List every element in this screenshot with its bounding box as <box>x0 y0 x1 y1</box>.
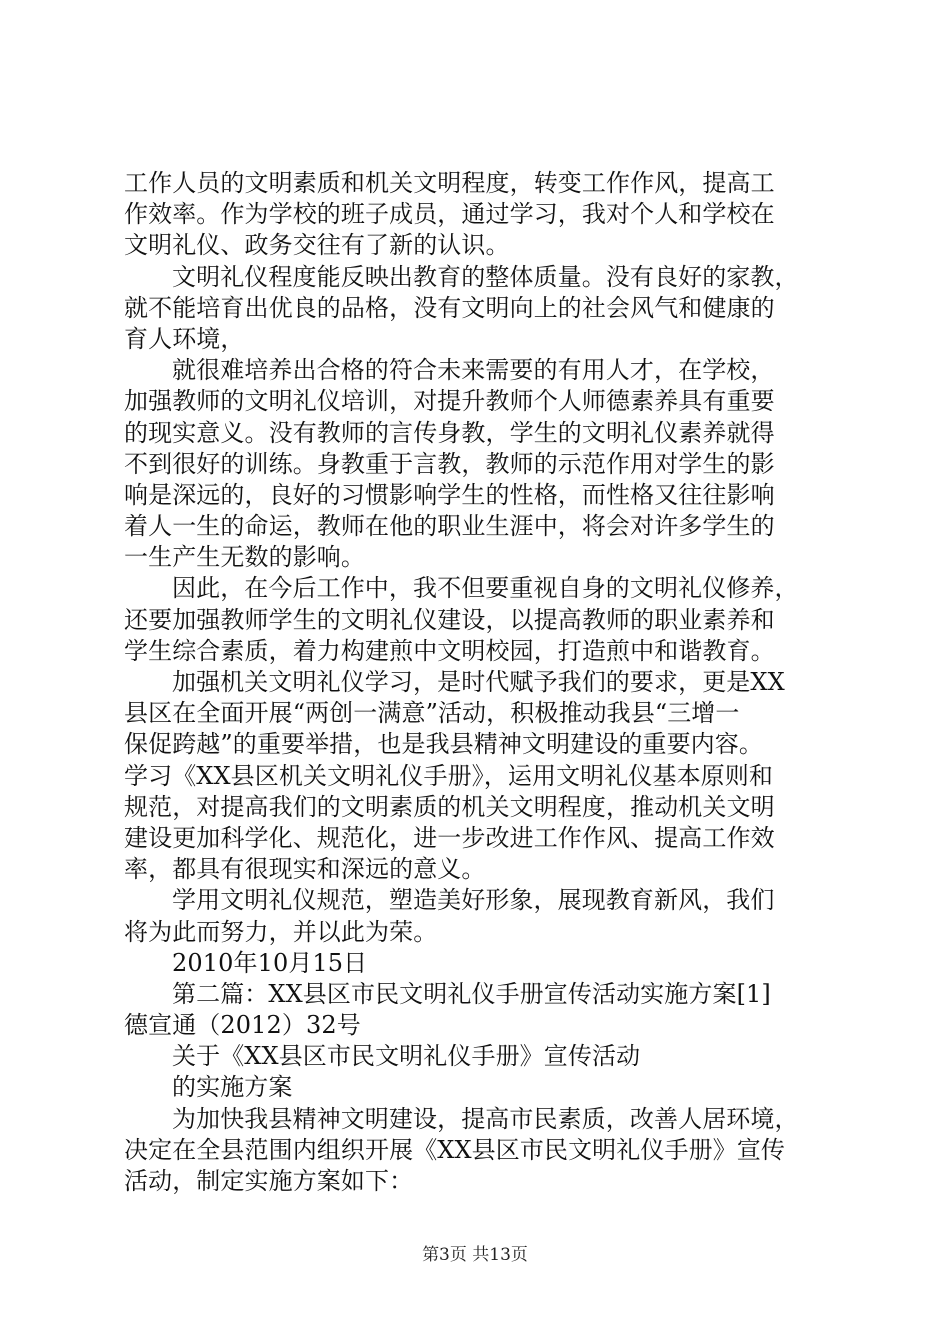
text-line: 学生综合素质，着力构建煎中文明校园，打造煎中和谐教育。 <box>124 636 775 665</box>
text-line: 一生产生无数的影响。 <box>124 543 365 572</box>
text-line: 就很难培养出合格的符合未来需要的有用人才，在学校， <box>172 356 775 385</box>
text-line: 作效率。作为学校的班子成员，通过学习，我对个人和学校在 <box>124 200 775 229</box>
text-line: 的实施方案 <box>172 1073 293 1102</box>
text-line: 县区在全面开展“两创一满意”活动，积极推动我县“三增一 <box>124 699 740 728</box>
text-line: 将为此而努力，并以此为荣。 <box>124 917 438 946</box>
text-line: 着人一生的命运，教师在他的职业生涯中，将会对许多学生的 <box>124 512 775 541</box>
text-line: 加强机关文明礼仪学习，是时代赋予我们的要求，更是XX <box>172 668 785 696</box>
page-footer: 第3页 共13页 <box>422 1245 528 1265</box>
text-line: 就不能培育出优良的品格，没有文明向上的社会风气和健康的 <box>124 293 775 322</box>
text-line: 文明礼仪、政务交往有了新的认识。 <box>124 231 510 260</box>
text-line: 2010年10月15日 <box>172 948 368 977</box>
text-line: 保促跨越”的重要举措，也是我县精神文明建设的重要内容。 <box>124 730 763 759</box>
text-line: 规范，对提高我们的文明素质的机关文明程度，推动机关文明 <box>124 792 775 821</box>
text-line: 响是深远的，良好的习惯影响学生的性格，而性格又往往影响 <box>124 480 775 509</box>
text-line: 为加快我县精神文明建设，提高市民素质，改善人居环境， <box>172 1104 799 1133</box>
text-line: 活动，制定实施方案如下： <box>124 1167 414 1195</box>
text-line: 德宣通（2012）32号 <box>124 1011 361 1040</box>
text-line: 文明礼仪程度能反映出教育的整体质量。没有良好的家教， <box>172 262 799 291</box>
text-line: 第二篇：XX县区市民文明礼仪手册宣传活动实施方案[1] <box>172 979 771 1008</box>
text-line: 加强教师的文明礼仪培训，对提升教师个人师德素养具有重要 <box>124 387 775 416</box>
text-line: 学习《XX县区机关文明礼仪手册》，运用文明礼仪基本原则和 <box>124 761 773 790</box>
text-line: 因此，在今后工作中，我不但要重视自身的文明礼仪修养， <box>172 574 799 603</box>
text-line: 建设更加科学化、规范化，进一步改进工作作风、提高工作效 <box>124 823 775 852</box>
text-line: 不到很好的训练。身教重于言教，教师的示范作用对学生的影 <box>124 449 775 478</box>
text-line: 关于《XX县区市民文明礼仪手册》宣传活动 <box>172 1042 641 1071</box>
text-line: 育人环境， <box>124 324 245 353</box>
text-line: 还要加强教师学生的文明礼仪建设，以提高教师的职业素养和 <box>124 605 775 634</box>
text-line: 率，都具有很现实和深远的意义。 <box>124 855 486 884</box>
text-line: 的现实意义。没有教师的言传身教，学生的文明礼仪素养就得 <box>124 418 775 447</box>
text-line: 工作人员的文明素质和机关文明程度，转变工作作风，提高工 <box>124 169 775 197</box>
text-line: 决定在全县范围内组织开展《XX县区市民文明礼仪手册》宣传 <box>124 1135 785 1164</box>
document-body <box>124 168 836 1197</box>
text-line: 学用文明礼仪规范，塑造美好形象，展现教育新风，我们 <box>172 886 775 915</box>
